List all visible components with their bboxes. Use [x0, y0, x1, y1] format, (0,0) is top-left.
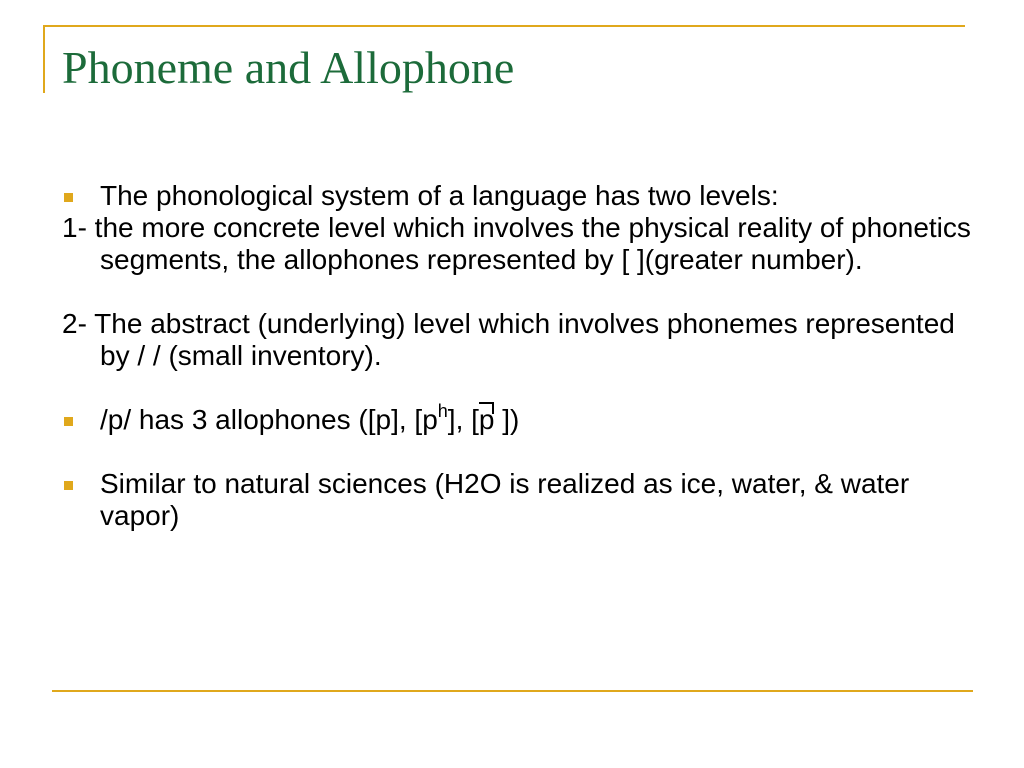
- slide-title: Phoneme and Allophone: [62, 42, 515, 93]
- allophones-suffix: ]): [494, 404, 520, 435]
- square-bullet-icon: [64, 193, 73, 202]
- aspiration-superscript: h: [437, 400, 448, 421]
- allophones-prefix: /p/ has 3 allophones ([p], [p: [100, 404, 438, 435]
- bullet-text: Similar to natural sciences (H2O is realized as ice, water, & water vapor): [100, 468, 910, 531]
- left-accent-line: [43, 25, 45, 93]
- allophones-mid: ], [: [447, 404, 479, 435]
- bullet-allophones-of-p: [62, 400, 982, 436]
- square-bullet-icon: [64, 417, 73, 426]
- bullet-natural-sciences: [62, 468, 982, 532]
- top-accent-line: [43, 25, 965, 27]
- concrete-level-item: 1- the more concrete level which involves the physical reality of phonetics segments, the allophones represented by [ ](greater number).: [62, 212, 971, 275]
- bullet-text: The phonological system of a language has two levels:: [100, 180, 779, 211]
- square-bullet-icon: [64, 481, 73, 490]
- unreleased-p-symbol: p: [478, 404, 495, 435]
- slide-content: [62, 180, 982, 532]
- abstract-level-item: 2- The abstract (underlying) level which involves phonemes represented by / / (small inventory).: [62, 308, 955, 371]
- bullet-phonological-system: [62, 180, 982, 212]
- bottom-accent-line: [52, 690, 973, 692]
- unreleased-mark-icon: [479, 402, 494, 414]
